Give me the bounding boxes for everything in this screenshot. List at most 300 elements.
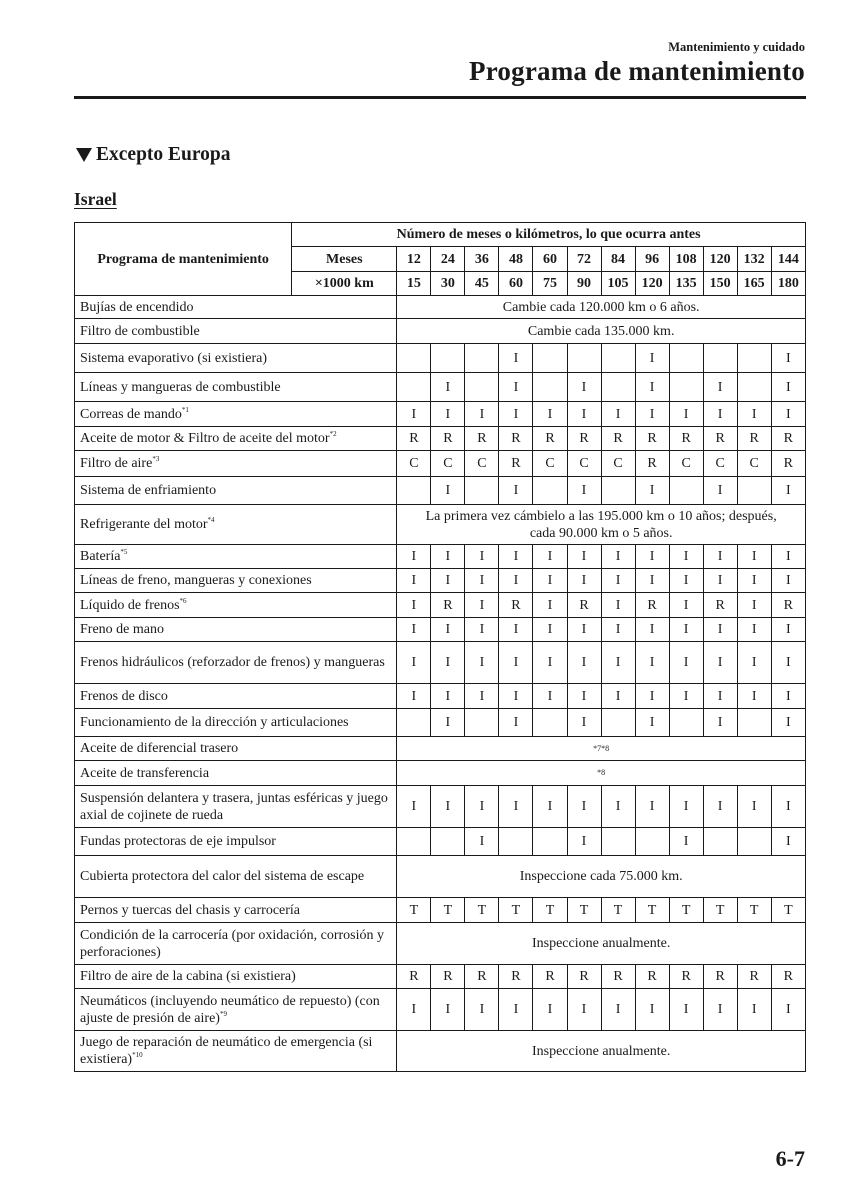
item-name-cell bbox=[75, 296, 397, 319]
item-name-cell bbox=[75, 828, 397, 856]
interval-cell bbox=[635, 828, 669, 856]
interval-cell: R bbox=[635, 965, 669, 989]
interval-cell bbox=[669, 344, 703, 373]
km-interval-cell: 30 bbox=[431, 272, 465, 296]
km-interval-cell: 60 bbox=[499, 272, 533, 296]
interval-cell: I bbox=[567, 569, 601, 593]
km-interval-cell: 45 bbox=[465, 272, 499, 296]
interval-cell: I bbox=[465, 684, 499, 709]
item-name: Condición de la carrocería (por oxidación, corrosión y perforaciones) bbox=[80, 927, 385, 960]
interval-cell: I bbox=[533, 618, 567, 642]
interval-cell bbox=[465, 344, 499, 373]
interval-cell: I bbox=[601, 642, 635, 684]
interval-cell: I bbox=[703, 569, 737, 593]
item-name-cell bbox=[75, 545, 397, 569]
interval-cell: I bbox=[703, 477, 737, 505]
interval-cell: R bbox=[703, 593, 737, 618]
interval-cell: I bbox=[499, 709, 533, 737]
interval-cell: I bbox=[567, 828, 601, 856]
interval-cell: I bbox=[635, 642, 669, 684]
interval-cell: I bbox=[635, 786, 669, 828]
interval-cell: I bbox=[669, 593, 703, 618]
item-name-cell bbox=[75, 618, 397, 642]
interval-cell bbox=[737, 344, 771, 373]
interval-span-cell: Inspeccione cada 75.000 km. bbox=[397, 856, 806, 898]
item-name-cell bbox=[75, 451, 397, 477]
interval-cell bbox=[499, 828, 533, 856]
interval-cell: T bbox=[703, 898, 737, 923]
interval-cell: I bbox=[635, 402, 669, 427]
interval-cell: T bbox=[669, 898, 703, 923]
item-name: Frenos hidráulicos (reforzador de frenos) y mangueras bbox=[80, 655, 385, 670]
interval-cell: I bbox=[669, 402, 703, 427]
km-interval-cell: 120 bbox=[635, 272, 669, 296]
interval-cell: I bbox=[669, 828, 703, 856]
interval-cell: I bbox=[397, 545, 431, 569]
item-name: Frenos de disco bbox=[80, 688, 168, 704]
interval-cell: R bbox=[465, 427, 499, 451]
interval-cell: I bbox=[465, 569, 499, 593]
interval-cell bbox=[397, 373, 431, 402]
item-name-cell bbox=[75, 786, 397, 828]
interval-cell: I bbox=[533, 989, 567, 1031]
interval-cell: I bbox=[567, 709, 601, 737]
interval-cell: I bbox=[669, 545, 703, 569]
km-interval-cell: 90 bbox=[567, 272, 601, 296]
month-interval-cell: 72 bbox=[567, 247, 601, 272]
item-name-cell bbox=[75, 923, 397, 965]
interval-cell bbox=[669, 477, 703, 505]
interval-cell: I bbox=[737, 545, 771, 569]
interval-cell: R bbox=[567, 593, 601, 618]
interval-cell: I bbox=[465, 593, 499, 618]
interval-cell: I bbox=[431, 477, 465, 505]
month-interval-cell: 120 bbox=[703, 247, 737, 272]
interval-cell: R bbox=[431, 427, 465, 451]
interval-cell: I bbox=[431, 545, 465, 569]
item-name: Suspensión delantera y trasera, juntas esféricas y juego axial de cojinete de rueda bbox=[80, 790, 388, 823]
interval-cell: R bbox=[499, 451, 533, 477]
interval-cell: I bbox=[567, 642, 601, 684]
interval-span-line: La primera vez cámbielo a las 195.000 km o 10 años; después, bbox=[425, 508, 777, 524]
interval-cell: C bbox=[533, 451, 567, 477]
item-name: Líneas de freno, mangueras y conexiones bbox=[80, 573, 312, 588]
maintenance-table bbox=[74, 222, 806, 1072]
item-name-cell bbox=[75, 761, 397, 786]
interval-cell: I bbox=[601, 786, 635, 828]
interval-span-cell: Cambie cada 135.000 km. bbox=[397, 319, 806, 344]
interval-cell: I bbox=[737, 402, 771, 427]
table-row bbox=[75, 761, 806, 786]
interval-cell: C bbox=[567, 451, 601, 477]
table-row bbox=[75, 402, 806, 427]
interval-cell: C bbox=[737, 451, 771, 477]
month-interval-cell: 96 bbox=[635, 247, 669, 272]
interval-cell: I bbox=[771, 989, 805, 1031]
table-row bbox=[75, 856, 806, 898]
interval-cell: T bbox=[601, 898, 635, 923]
corner-header: Programa de mantenimiento bbox=[75, 223, 292, 296]
footnote-ref: *1 bbox=[181, 405, 189, 414]
km-interval-cell: 135 bbox=[669, 272, 703, 296]
interval-cell: T bbox=[465, 898, 499, 923]
interval-cell: T bbox=[567, 898, 601, 923]
interval-cell: R bbox=[601, 427, 635, 451]
interval-cell: I bbox=[431, 684, 465, 709]
month-interval-cell: 84 bbox=[601, 247, 635, 272]
interval-cell bbox=[465, 477, 499, 505]
item-name: Líquido de frenos bbox=[80, 597, 180, 613]
interval-cell: R bbox=[771, 965, 805, 989]
interval-cell: I bbox=[703, 618, 737, 642]
interval-cell: R bbox=[499, 427, 533, 451]
table-row bbox=[75, 451, 806, 477]
interval-span-line: cada 90.000 km o 5 años. bbox=[529, 525, 673, 541]
interval-cell: C bbox=[703, 451, 737, 477]
interval-cell: R bbox=[431, 593, 465, 618]
interval-cell: T bbox=[533, 898, 567, 923]
item-name: Sistema de enfriamiento bbox=[80, 483, 217, 498]
item-name: Sistema evaporativo (si existiera) bbox=[80, 350, 267, 366]
interval-cell: I bbox=[465, 786, 499, 828]
interval-cell bbox=[703, 828, 737, 856]
interval-cell: I bbox=[771, 373, 805, 402]
interval-cell: C bbox=[669, 451, 703, 477]
month-interval-cell: 48 bbox=[499, 247, 533, 272]
interval-cell: I bbox=[635, 373, 669, 402]
item-name: Filtro de aire bbox=[80, 456, 153, 471]
interval-cell: I bbox=[499, 989, 533, 1031]
interval-cell: C bbox=[601, 451, 635, 477]
interval-cell: I bbox=[601, 545, 635, 569]
interval-cell bbox=[567, 344, 601, 373]
interval-cell: I bbox=[499, 569, 533, 593]
interval-cell: I bbox=[499, 477, 533, 505]
table-row bbox=[75, 319, 806, 344]
interval-cell: I bbox=[601, 989, 635, 1031]
interval-cell: I bbox=[499, 684, 533, 709]
interval-cell: I bbox=[771, 477, 805, 505]
interval-cell: I bbox=[397, 593, 431, 618]
km-interval-cell: 150 bbox=[703, 272, 737, 296]
interval-cell bbox=[397, 477, 431, 505]
interval-cell bbox=[601, 344, 635, 373]
item-name-cell bbox=[75, 856, 397, 898]
table-row bbox=[75, 1031, 806, 1072]
item-name: Juego de reparación de neumático de emergencia (si existiera) bbox=[80, 1035, 373, 1067]
interval-cell: I bbox=[533, 569, 567, 593]
interval-group-header: Número de meses o kilómetros, lo que ocurra antes bbox=[292, 223, 806, 247]
item-name: Freno de mano bbox=[80, 622, 164, 637]
table-row bbox=[75, 965, 806, 989]
interval-cell: I bbox=[635, 344, 669, 373]
interval-cell: C bbox=[465, 451, 499, 477]
interval-cell bbox=[465, 373, 499, 402]
item-name-cell bbox=[75, 402, 397, 427]
interval-cell: I bbox=[533, 593, 567, 618]
interval-cell: I bbox=[431, 569, 465, 593]
interval-cell: R bbox=[703, 427, 737, 451]
item-name-cell bbox=[75, 319, 397, 344]
item-name-cell bbox=[75, 684, 397, 709]
interval-cell: I bbox=[601, 569, 635, 593]
interval-cell: R bbox=[669, 427, 703, 451]
running-header-section: Mantenimiento y cuidado bbox=[668, 40, 805, 54]
interval-note-cell: *8 bbox=[397, 761, 806, 786]
interval-cell: I bbox=[635, 618, 669, 642]
interval-cell: I bbox=[431, 642, 465, 684]
interval-cell: I bbox=[397, 786, 431, 828]
interval-cell: I bbox=[669, 989, 703, 1031]
interval-cell: I bbox=[431, 989, 465, 1031]
maintenance-rows bbox=[75, 296, 806, 1072]
triangle-down-icon bbox=[76, 148, 92, 162]
interval-cell: I bbox=[737, 569, 771, 593]
interval-cell: I bbox=[771, 618, 805, 642]
table-row bbox=[75, 545, 806, 569]
item-name: Neumáticos (incluyendo neumático de repuesto) (con ajuste de presión de aire) bbox=[80, 993, 380, 1026]
interval-span-cell bbox=[397, 505, 806, 545]
interval-cell: I bbox=[397, 642, 431, 684]
interval-cell: R bbox=[635, 451, 669, 477]
interval-cell: I bbox=[771, 828, 805, 856]
interval-cell: I bbox=[465, 989, 499, 1031]
item-name-cell bbox=[75, 373, 397, 402]
interval-cell: I bbox=[533, 545, 567, 569]
item-name-cell bbox=[75, 569, 397, 593]
interval-cell: I bbox=[567, 477, 601, 505]
interval-cell: I bbox=[703, 786, 737, 828]
interval-cell bbox=[533, 373, 567, 402]
interval-cell: I bbox=[669, 642, 703, 684]
interval-cell: I bbox=[771, 709, 805, 737]
item-name-cell bbox=[75, 593, 397, 618]
interval-cell bbox=[601, 828, 635, 856]
km-interval-cell: 180 bbox=[771, 272, 805, 296]
region-heading: Israel bbox=[74, 189, 117, 209]
interval-cell: R bbox=[499, 593, 533, 618]
month-interval-cell: 24 bbox=[431, 247, 465, 272]
interval-cell: I bbox=[431, 402, 465, 427]
item-name: Aceite de motor & Filtro de aceite del motor bbox=[80, 431, 330, 446]
item-name-cell bbox=[75, 427, 397, 451]
interval-cell bbox=[669, 709, 703, 737]
item-name-cell bbox=[75, 737, 397, 761]
interval-cell: I bbox=[635, 684, 669, 709]
item-name: Líneas y mangueras de combustible bbox=[80, 379, 281, 395]
interval-cell bbox=[397, 828, 431, 856]
interval-cell: I bbox=[737, 593, 771, 618]
interval-cell: I bbox=[737, 989, 771, 1031]
interval-cell bbox=[431, 344, 465, 373]
interval-cell: R bbox=[703, 965, 737, 989]
interval-cell bbox=[601, 477, 635, 505]
item-name: Correas de mando bbox=[80, 406, 182, 422]
interval-cell: R bbox=[635, 427, 669, 451]
interval-span-cell: Cambie cada 120.000 km o 6 años. bbox=[397, 296, 806, 319]
footnote-ref: *5 bbox=[120, 548, 128, 556]
item-name: Bujías de encendido bbox=[80, 299, 194, 315]
item-name: Pernos y tuercas del chasis y carrocería bbox=[80, 902, 301, 918]
interval-cell: I bbox=[465, 402, 499, 427]
month-interval-cell: 12 bbox=[397, 247, 431, 272]
interval-cell: I bbox=[703, 545, 737, 569]
interval-cell: R bbox=[499, 965, 533, 989]
interval-cell: C bbox=[431, 451, 465, 477]
table-row bbox=[75, 296, 806, 319]
month-interval-cell: 36 bbox=[465, 247, 499, 272]
interval-cell: I bbox=[397, 618, 431, 642]
interval-cell: I bbox=[669, 618, 703, 642]
item-name: Aceite de transferencia bbox=[80, 765, 210, 781]
table-row bbox=[75, 427, 806, 451]
interval-cell: R bbox=[737, 427, 771, 451]
interval-cell: I bbox=[567, 402, 601, 427]
interval-cell: I bbox=[499, 618, 533, 642]
header-rule bbox=[74, 96, 806, 99]
item-name-cell bbox=[75, 898, 397, 923]
interval-cell: R bbox=[533, 427, 567, 451]
item-name-cell bbox=[75, 989, 397, 1031]
item-name: Filtro de aire de la cabina (si existiera) bbox=[80, 969, 296, 984]
item-name: Refrigerante del motor bbox=[80, 517, 208, 532]
section-heading-text: Excepto Europa bbox=[96, 144, 231, 165]
table-row bbox=[75, 684, 806, 709]
interval-cell: I bbox=[499, 642, 533, 684]
interval-cell: I bbox=[397, 989, 431, 1031]
interval-cell: T bbox=[635, 898, 669, 923]
item-name-cell bbox=[75, 477, 397, 505]
table-row bbox=[75, 786, 806, 828]
interval-cell: I bbox=[771, 786, 805, 828]
interval-cell: I bbox=[499, 402, 533, 427]
table-row bbox=[75, 593, 806, 618]
interval-cell: R bbox=[771, 427, 805, 451]
interval-cell: I bbox=[669, 569, 703, 593]
interval-cell bbox=[737, 477, 771, 505]
interval-cell: I bbox=[669, 684, 703, 709]
interval-cell: R bbox=[771, 593, 805, 618]
interval-cell: I bbox=[601, 402, 635, 427]
interval-cell: I bbox=[567, 989, 601, 1031]
interval-cell bbox=[533, 828, 567, 856]
item-name: Aceite de diferencial trasero bbox=[80, 741, 239, 756]
interval-cell bbox=[397, 344, 431, 373]
interval-cell: I bbox=[431, 709, 465, 737]
interval-cell: I bbox=[567, 786, 601, 828]
interval-cell bbox=[533, 344, 567, 373]
interval-note-cell: *7*8 bbox=[397, 737, 806, 761]
interval-cell bbox=[601, 709, 635, 737]
interval-cell bbox=[601, 373, 635, 402]
interval-cell: I bbox=[431, 373, 465, 402]
footnote-ref: *3 bbox=[152, 455, 160, 463]
interval-cell: I bbox=[737, 684, 771, 709]
interval-cell: R bbox=[397, 427, 431, 451]
interval-cell: I bbox=[703, 402, 737, 427]
months-label: Meses bbox=[292, 247, 397, 272]
footnote-ref: *4 bbox=[207, 516, 215, 524]
interval-cell: T bbox=[397, 898, 431, 923]
interval-cell: I bbox=[703, 709, 737, 737]
table-row bbox=[75, 477, 806, 505]
interval-cell: I bbox=[635, 709, 669, 737]
interval-cell: I bbox=[397, 684, 431, 709]
interval-cell: R bbox=[771, 451, 805, 477]
interval-cell: T bbox=[771, 898, 805, 923]
page-number: 6-7 bbox=[775, 1146, 805, 1171]
table-row bbox=[75, 373, 806, 402]
interval-cell: I bbox=[465, 642, 499, 684]
month-interval-cell: 108 bbox=[669, 247, 703, 272]
item-name: Funcionamiento de la dirección y articulaciones bbox=[80, 715, 349, 730]
interval-cell bbox=[431, 828, 465, 856]
interval-cell: T bbox=[431, 898, 465, 923]
interval-cell bbox=[465, 709, 499, 737]
km-interval-cell: 15 bbox=[397, 272, 431, 296]
table-row bbox=[75, 989, 806, 1031]
item-name: Filtro de combustible bbox=[80, 323, 200, 339]
table-row bbox=[75, 505, 806, 545]
table-row bbox=[75, 828, 806, 856]
interval-span-cell: Inspeccione anualmente. bbox=[397, 923, 806, 965]
interval-cell: I bbox=[635, 989, 669, 1031]
interval-cell: T bbox=[499, 898, 533, 923]
footnote-ref: *6 bbox=[179, 596, 187, 605]
interval-cell: I bbox=[567, 545, 601, 569]
interval-cell: I bbox=[703, 373, 737, 402]
interval-cell bbox=[533, 709, 567, 737]
interval-cell: I bbox=[635, 569, 669, 593]
interval-cell: I bbox=[635, 477, 669, 505]
item-name: Cubierta protectora del calor del sistema de escape bbox=[80, 869, 365, 884]
interval-cell: I bbox=[567, 373, 601, 402]
table-row bbox=[75, 923, 806, 965]
interval-cell: I bbox=[737, 786, 771, 828]
interval-cell: R bbox=[567, 427, 601, 451]
month-interval-cell: 144 bbox=[771, 247, 805, 272]
interval-cell: I bbox=[737, 618, 771, 642]
interval-cell: I bbox=[431, 618, 465, 642]
interval-cell: I bbox=[465, 618, 499, 642]
item-name-cell bbox=[75, 344, 397, 373]
interval-cell bbox=[737, 373, 771, 402]
km-interval-cell: 75 bbox=[533, 272, 567, 296]
interval-cell: I bbox=[771, 545, 805, 569]
month-interval-cell: 60 bbox=[533, 247, 567, 272]
interval-cell bbox=[533, 477, 567, 505]
interval-cell: R bbox=[567, 965, 601, 989]
interval-cell: R bbox=[601, 965, 635, 989]
interval-cell: I bbox=[737, 642, 771, 684]
table-row bbox=[75, 737, 806, 761]
interval-cell: C bbox=[397, 451, 431, 477]
item-name-cell bbox=[75, 1031, 397, 1072]
interval-cell: I bbox=[567, 684, 601, 709]
km-label: ×1000 km bbox=[292, 272, 397, 296]
interval-cell: I bbox=[703, 642, 737, 684]
interval-cell: I bbox=[601, 618, 635, 642]
km-interval-cell: 105 bbox=[601, 272, 635, 296]
interval-cell: I bbox=[669, 786, 703, 828]
footnote-ref: *9 bbox=[219, 1009, 227, 1018]
interval-cell: I bbox=[771, 344, 805, 373]
interval-cell: R bbox=[669, 965, 703, 989]
interval-cell: I bbox=[499, 373, 533, 402]
interval-cell: I bbox=[397, 569, 431, 593]
interval-cell: I bbox=[533, 402, 567, 427]
km-interval-cell: 165 bbox=[737, 272, 771, 296]
